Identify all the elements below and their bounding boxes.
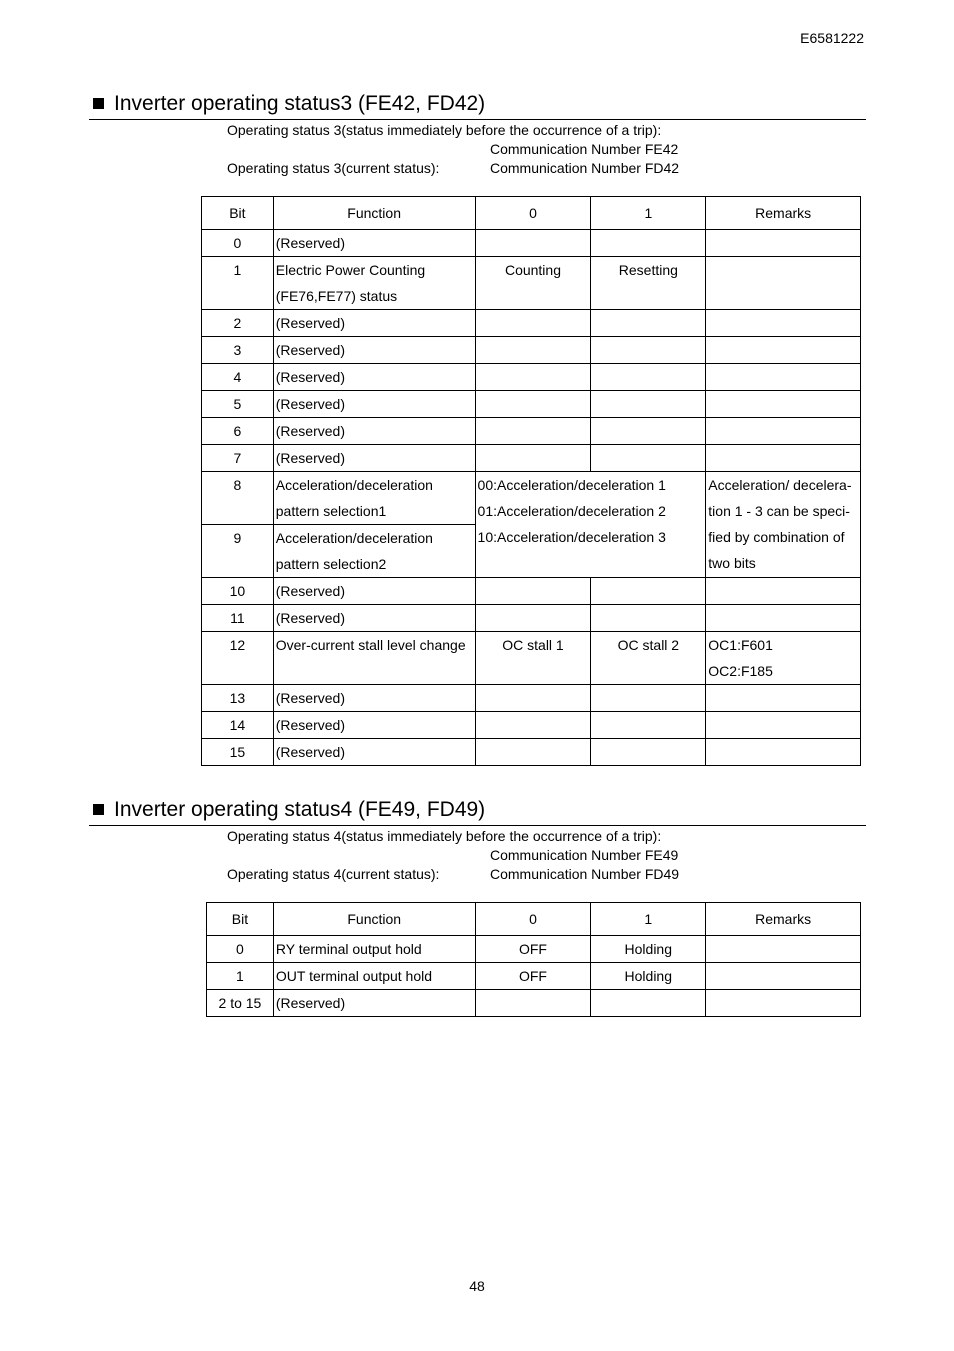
table-row: [202, 472, 861, 525]
desc-line: Communication Number FE49: [490, 847, 679, 863]
desc-line: Operating status 3(status immediately before the occurrence of a trip):: [227, 122, 662, 138]
column-header: 1: [591, 197, 706, 230]
bit-cell: 2 to 15: [207, 990, 274, 1017]
column-header: 1: [591, 903, 706, 936]
accel-value-line: 00:Acceleration/deceleration 1: [477, 477, 666, 493]
bit-cell: 15: [202, 739, 274, 766]
function-cell: Acceleration/deceleration pattern selection1: [273, 472, 475, 525]
remarks-cell: [706, 632, 861, 685]
table-header-row: [202, 197, 861, 230]
function-cell: (Reserved): [273, 391, 475, 418]
value1-cell: Holding: [591, 963, 706, 990]
column-header: 0: [475, 903, 591, 936]
table-row: [202, 712, 861, 739]
bit-cell: 0: [207, 936, 274, 963]
value0-cell: OC stall 1: [475, 632, 591, 685]
function-cell: RY terminal output hold: [273, 936, 475, 963]
function-cell: OUT terminal output hold: [273, 963, 475, 990]
accel-value-line: 10:Acceleration/deceleration 3: [477, 529, 666, 545]
function-cell: (Reserved): [273, 578, 475, 605]
function-cell: (Reserved): [273, 990, 475, 1017]
desc-line: Communication Number FE42: [490, 141, 679, 157]
column-header: Function: [273, 903, 475, 936]
table-row: [202, 418, 861, 445]
section-title-text: Inverter operating status4 (FE49, FD49): [114, 798, 486, 821]
bit-cell: 5: [202, 391, 274, 418]
column-header: Function: [273, 197, 475, 230]
table-row: [202, 632, 861, 685]
value1-cell: Holding: [591, 936, 706, 963]
desc-line: Communication Number FD42: [490, 160, 680, 176]
section-description: [227, 827, 867, 884]
section-description: [227, 121, 867, 178]
column-header: Remarks: [706, 903, 861, 936]
page-number: 48: [469, 1278, 485, 1294]
table-row: [202, 578, 861, 605]
column-header: Bit: [202, 197, 274, 230]
function-cell: Over-current stall level change: [273, 632, 475, 685]
bit-cell: 8: [202, 472, 274, 525]
square-bullet-icon: [93, 804, 104, 815]
bit-cell: 4: [202, 364, 274, 391]
function-cell: Electric Power Counting (FE76,FE77) status: [273, 257, 475, 310]
bit-cell: 10: [202, 578, 274, 605]
table-header-row: [207, 903, 861, 936]
table-row: [202, 605, 861, 632]
table-row: [202, 364, 861, 391]
accel-pattern-values: [475, 472, 706, 578]
function-cell: (Reserved): [273, 310, 475, 337]
accel-value-line: 01:Acceleration/deceleration 2: [477, 503, 666, 519]
column-header: 0: [475, 197, 591, 230]
desc-line: Communication Number FD49: [490, 866, 680, 882]
table-row: [207, 963, 861, 990]
table-row: [207, 990, 861, 1017]
table-row: [202, 230, 861, 257]
bit-cell: 9: [202, 525, 274, 578]
table-row: [202, 391, 861, 418]
function-cell: (Reserved): [273, 364, 475, 391]
remarks-cell: Acceleration/ decelera- tion 1 - 3 can be speci- fied by combination of two bits: [706, 472, 861, 578]
status3-table: [201, 196, 861, 766]
remarks-line: OC2:F185: [708, 663, 773, 679]
table-row: [202, 739, 861, 766]
function-cell: (Reserved): [273, 739, 475, 766]
desc-line: Operating status 3(current status):: [227, 160, 440, 176]
bit-cell: 11: [202, 605, 274, 632]
function-cell: (Reserved): [273, 337, 475, 364]
remarks-line: OC1:F601: [708, 637, 773, 653]
value1-cell: Resetting: [591, 257, 706, 310]
bit-cell: 0: [202, 230, 274, 257]
bit-cell: 6: [202, 418, 274, 445]
square-bullet-icon: [93, 98, 104, 109]
bit-cell: 3: [202, 337, 274, 364]
bit-cell: 1: [202, 257, 274, 310]
column-header: Bit: [207, 903, 274, 936]
desc-line: Operating status 4(current status):: [227, 866, 440, 882]
section-title-text: Inverter operating status3 (FE42, FD42): [114, 92, 486, 115]
section-title-status4: [89, 797, 866, 826]
function-cell: (Reserved): [273, 605, 475, 632]
function-cell: Acceleration/deceleration pattern selection2: [273, 525, 475, 578]
bit-cell: 14: [202, 712, 274, 739]
value0-cell: OFF: [475, 963, 591, 990]
function-cell: (Reserved): [273, 418, 475, 445]
value0-cell: OFF: [475, 936, 591, 963]
bit-cell: 7: [202, 445, 274, 472]
section-title-status3: [89, 91, 866, 120]
bit-cell: 2: [202, 310, 274, 337]
bit-cell: 13: [202, 685, 274, 712]
table-row: [202, 257, 861, 310]
function-cell: (Reserved): [273, 445, 475, 472]
value0-cell: Counting: [475, 257, 591, 310]
table-row: [202, 445, 861, 472]
function-cell: (Reserved): [273, 712, 475, 739]
table-row: [207, 936, 861, 963]
table-row: [202, 310, 861, 337]
function-cell: (Reserved): [273, 230, 475, 257]
bit-cell: 12: [202, 632, 274, 685]
bit-cell: 1: [207, 963, 274, 990]
table-row: [202, 337, 861, 364]
column-header: Remarks: [706, 197, 861, 230]
table-row: [202, 685, 861, 712]
function-cell: (Reserved): [273, 685, 475, 712]
desc-line: Operating status 4(status immediately before the occurrence of a trip):: [227, 828, 662, 844]
document-number: E6581222: [800, 30, 864, 46]
value1-cell: OC stall 2: [591, 632, 706, 685]
status4-table: [206, 902, 861, 1017]
